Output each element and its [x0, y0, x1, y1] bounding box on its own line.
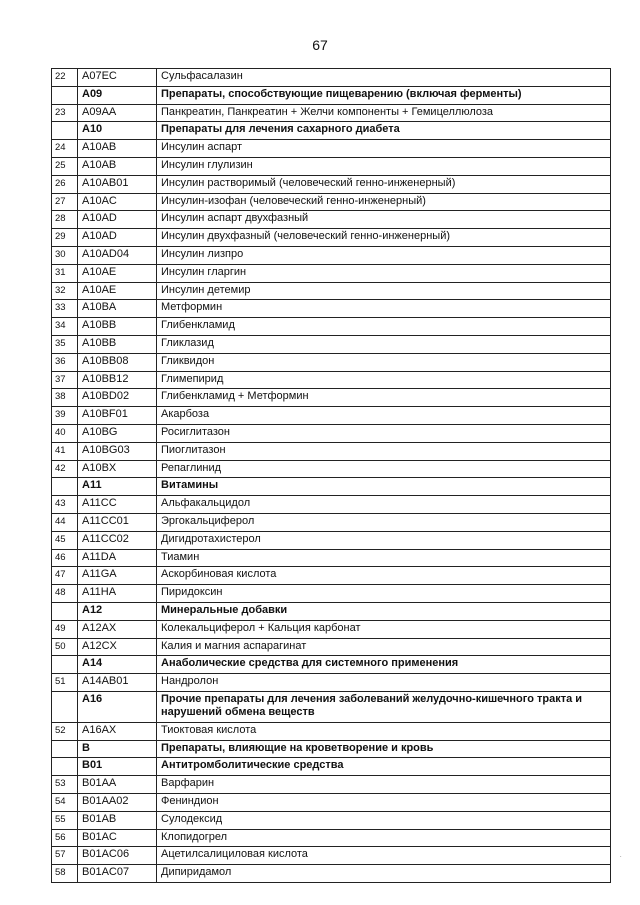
row-number-cell: 49 — [52, 620, 78, 638]
row-number-cell: 57 — [52, 847, 78, 865]
drug-name-cell: Нандролон — [157, 674, 611, 692]
atc-code-cell: A07EC — [78, 69, 157, 87]
drug-name-cell: Препараты, влияющие на кроветворение и кровь — [157, 740, 611, 758]
table-row — [52, 104, 611, 122]
atc-code-cell: A10AE — [78, 282, 157, 300]
row-number-cell: 37 — [52, 371, 78, 389]
drug-name-cell: Сулодексид — [157, 811, 611, 829]
atc-code-cell: A10AD04 — [78, 246, 157, 264]
row-number-cell: 24 — [52, 140, 78, 158]
drug-name-cell: Пиоглитазон — [157, 442, 611, 460]
atc-code-cell: A10BB12 — [78, 371, 157, 389]
atc-code-cell: A11DA — [78, 549, 157, 567]
table-row — [52, 353, 611, 371]
drug-name-cell: Варфарин — [157, 776, 611, 794]
table-group-row — [52, 656, 611, 674]
drug-table — [51, 68, 611, 883]
drug-name-cell: Инсулин аспарт двухфазный — [157, 211, 611, 229]
drug-name-cell: Дигидротахистерол — [157, 531, 611, 549]
table-row — [52, 496, 611, 514]
drug-name-cell: Акарбоза — [157, 407, 611, 425]
table-row — [52, 318, 611, 336]
drug-name-cell: Гликвидон — [157, 353, 611, 371]
atc-code-cell: B01AB — [78, 811, 157, 829]
drug-name-cell: Препараты, способствующие пищеварению (включая ферменты) — [157, 86, 611, 104]
atc-code-cell: A14AB01 — [78, 674, 157, 692]
row-number-cell: 54 — [52, 794, 78, 812]
row-number-cell: 36 — [52, 353, 78, 371]
atc-code-cell: A16AX — [78, 722, 157, 740]
atc-code-cell: A10BG03 — [78, 442, 157, 460]
table-group-row — [52, 122, 611, 140]
drug-name-cell: Минеральные добавки — [157, 602, 611, 620]
page-number: 67 — [312, 37, 328, 53]
table-group-row — [52, 758, 611, 776]
atc-code-cell: B01AC07 — [78, 865, 157, 883]
atc-code-cell: A12CX — [78, 638, 157, 656]
atc-code-cell: A16 — [78, 691, 157, 722]
drug-name-cell: Метформин — [157, 300, 611, 318]
row-number-cell: 48 — [52, 585, 78, 603]
table-group-row — [52, 86, 611, 104]
atc-code-cell: A10BD02 — [78, 389, 157, 407]
row-number-cell: 26 — [52, 175, 78, 193]
drug-name-cell: Антитромболитические средства — [157, 758, 611, 776]
table-row — [52, 567, 611, 585]
drug-name-cell: Тиамин — [157, 549, 611, 567]
scan-mark: · — [619, 852, 622, 861]
row-number-cell: 44 — [52, 513, 78, 531]
drug-name-cell: Фениндион — [157, 794, 611, 812]
row-number-cell: 30 — [52, 246, 78, 264]
atc-code-cell: A09AA — [78, 104, 157, 122]
drug-name-cell: Пиридоксин — [157, 585, 611, 603]
row-number-cell — [52, 758, 78, 776]
table-row — [52, 829, 611, 847]
row-number-cell — [52, 740, 78, 758]
table-group-row — [52, 740, 611, 758]
atc-code-cell: A11GA — [78, 567, 157, 585]
atc-code-cell: B01AC06 — [78, 847, 157, 865]
atc-code-cell: A10AD — [78, 229, 157, 247]
drug-name-cell: Инсулин лизпро — [157, 246, 611, 264]
drug-name-cell: Росиглитазон — [157, 424, 611, 442]
table-row — [52, 140, 611, 158]
row-number-cell: 45 — [52, 531, 78, 549]
drug-name-cell: Альфакальцидол — [157, 496, 611, 514]
row-number-cell: 58 — [52, 865, 78, 883]
atc-code-cell: B01AA02 — [78, 794, 157, 812]
table-group-row — [52, 602, 611, 620]
atc-code-cell: A12AX — [78, 620, 157, 638]
atc-code-cell: A11CC — [78, 496, 157, 514]
drug-name-cell: Прочие препараты для лечения заболеваний желудочно-кишечного тракта и нарушений обмена веществ — [157, 691, 611, 722]
row-number-cell: 46 — [52, 549, 78, 567]
atc-code-cell: A10AB — [78, 140, 157, 158]
table-row — [52, 407, 611, 425]
drug-name-cell: Дипиридамол — [157, 865, 611, 883]
atc-code-cell: A10BB — [78, 318, 157, 336]
atc-code-cell: A10AE — [78, 264, 157, 282]
row-number-cell: 47 — [52, 567, 78, 585]
row-number-cell: 51 — [52, 674, 78, 692]
table-row — [52, 513, 611, 531]
table-row — [52, 638, 611, 656]
atc-code-cell: A11HA — [78, 585, 157, 603]
atc-code-cell: A10BX — [78, 460, 157, 478]
row-number-cell: 52 — [52, 722, 78, 740]
drug-name-cell: Сульфасалазин — [157, 69, 611, 87]
table-row — [52, 69, 611, 87]
atc-code-cell: A10BF01 — [78, 407, 157, 425]
row-number-cell: 53 — [52, 776, 78, 794]
atc-code-cell: A09 — [78, 86, 157, 104]
row-number-cell: 42 — [52, 460, 78, 478]
table-row — [52, 371, 611, 389]
drug-name-cell: Препараты для лечения сахарного диабета — [157, 122, 611, 140]
drug-name-cell: Эргокальциферол — [157, 513, 611, 531]
table-row — [52, 811, 611, 829]
row-number-cell: 28 — [52, 211, 78, 229]
row-number-cell: 23 — [52, 104, 78, 122]
drug-name-cell: Репаглинид — [157, 460, 611, 478]
row-number-cell: 33 — [52, 300, 78, 318]
row-number-cell: 25 — [52, 157, 78, 175]
atc-code-cell: A14 — [78, 656, 157, 674]
table-row — [52, 193, 611, 211]
row-number-cell — [52, 122, 78, 140]
atc-code-cell: B01AC — [78, 829, 157, 847]
drug-name-cell: Клопидогрел — [157, 829, 611, 847]
drug-name-cell: Глимепирид — [157, 371, 611, 389]
table-row — [52, 335, 611, 353]
row-number-cell: 35 — [52, 335, 78, 353]
table-row — [52, 585, 611, 603]
table-row — [52, 549, 611, 567]
table-body — [52, 69, 611, 883]
table-row — [52, 211, 611, 229]
row-number-cell — [52, 478, 78, 496]
row-number-cell — [52, 656, 78, 674]
row-number-cell: 50 — [52, 638, 78, 656]
table-row — [52, 229, 611, 247]
table-group-row — [52, 691, 611, 722]
row-number-cell: 56 — [52, 829, 78, 847]
table-row — [52, 620, 611, 638]
row-number-cell: 31 — [52, 264, 78, 282]
atc-code-cell: A10AD — [78, 211, 157, 229]
drug-name-cell: Колекальциферол + Кальция карбонат — [157, 620, 611, 638]
table-row — [52, 389, 611, 407]
row-number-cell — [52, 602, 78, 620]
atc-code-cell: A11 — [78, 478, 157, 496]
drug-name-cell: Панкреатин, Панкреатин + Желчи компоненты + Гемицеллюлоза — [157, 104, 611, 122]
atc-code-cell: B01 — [78, 758, 157, 776]
row-number-cell: 41 — [52, 442, 78, 460]
drug-name-cell: Инсулин детемир — [157, 282, 611, 300]
atc-code-cell: A10BA — [78, 300, 157, 318]
drug-name-cell: Инсулин глулизин — [157, 157, 611, 175]
row-number-cell: 32 — [52, 282, 78, 300]
table-row — [52, 460, 611, 478]
drug-name-cell: Калия и магния аспарагинат — [157, 638, 611, 656]
row-number-cell: 34 — [52, 318, 78, 336]
atc-code-cell: A10BG — [78, 424, 157, 442]
drug-name-cell: Инсулин аспарт — [157, 140, 611, 158]
atc-code-cell: A11CC01 — [78, 513, 157, 531]
drug-name-cell: Гликлазид — [157, 335, 611, 353]
table-row — [52, 847, 611, 865]
table-row — [52, 175, 611, 193]
row-number-cell: 29 — [52, 229, 78, 247]
row-number-cell: 40 — [52, 424, 78, 442]
row-number-cell — [52, 691, 78, 722]
drug-name-cell: Аскорбиновая кислота — [157, 567, 611, 585]
table-row — [52, 674, 611, 692]
drug-name-cell: Инсулин растворимый (человеческий генно-инженерный) — [157, 175, 611, 193]
table-row — [52, 424, 611, 442]
atc-code-cell: A10AB — [78, 157, 157, 175]
row-number-cell: 38 — [52, 389, 78, 407]
atc-code-cell: A10AC — [78, 193, 157, 211]
row-number-cell: 22 — [52, 69, 78, 87]
table-row — [52, 531, 611, 549]
atc-code-cell: B01AA — [78, 776, 157, 794]
drug-name-cell: Ацетилсалициловая кислота — [157, 847, 611, 865]
drug-name-cell: Инсулин двухфазный (человеческий генно-инженерный) — [157, 229, 611, 247]
row-number-cell: 55 — [52, 811, 78, 829]
table-row — [52, 246, 611, 264]
table-row — [52, 722, 611, 740]
atc-code-cell: A12 — [78, 602, 157, 620]
drug-name-cell: Глибенкламид — [157, 318, 611, 336]
drug-name-cell: Глибенкламид + Метформин — [157, 389, 611, 407]
atc-code-cell: A11CC02 — [78, 531, 157, 549]
row-number-cell: 39 — [52, 407, 78, 425]
row-number-cell: 43 — [52, 496, 78, 514]
table-row — [52, 300, 611, 318]
table-row — [52, 264, 611, 282]
drug-name-cell: Витамины — [157, 478, 611, 496]
row-number-cell — [52, 86, 78, 104]
table-row — [52, 442, 611, 460]
atc-code-cell: A10 — [78, 122, 157, 140]
table-row — [52, 794, 611, 812]
table-row — [52, 282, 611, 300]
atc-code-cell: A10BB — [78, 335, 157, 353]
atc-code-cell: A10AB01 — [78, 175, 157, 193]
table-group-row — [52, 478, 611, 496]
table-row — [52, 865, 611, 883]
drug-name-cell: Анаболические средства для системного применения — [157, 656, 611, 674]
drug-name-cell: Инсулин-изофан (человеческий генно-инженерный) — [157, 193, 611, 211]
row-number-cell: 27 — [52, 193, 78, 211]
drug-name-cell: Тиоктовая кислота — [157, 722, 611, 740]
table-row — [52, 776, 611, 794]
atc-code-cell: B — [78, 740, 157, 758]
atc-code-cell: A10BB08 — [78, 353, 157, 371]
drug-name-cell: Инсулин гларгин — [157, 264, 611, 282]
table-row — [52, 157, 611, 175]
